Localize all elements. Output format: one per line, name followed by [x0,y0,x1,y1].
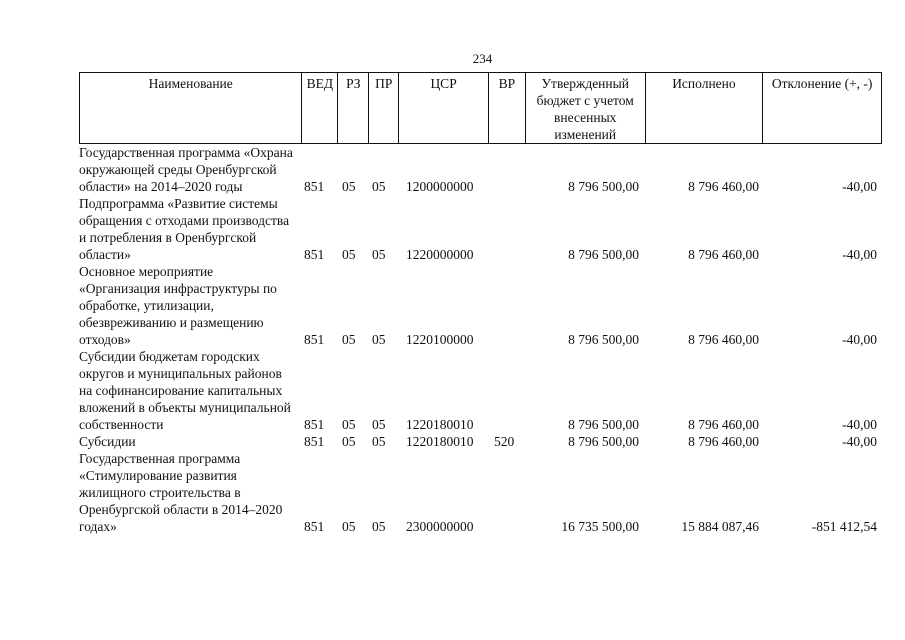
row-deviation: -40,00 [842,434,877,449]
row-vr: 520 [494,434,515,449]
row-pr: 05 [372,519,386,534]
header-done: Исполнено [645,73,763,143]
row-deviation: -851 412,54 [811,519,877,534]
row-pr: 05 [372,417,386,432]
row-rz: 05 [342,247,356,262]
row-name: Основное мероприятие «Организация инфраструктуры по обработке, утилизации, обезвреживанию и размещению отходов» [79,264,277,347]
row-budget: 8 796 500,00 [568,434,639,449]
row-budget: 16 735 500,00 [561,519,639,534]
row-done: 15 884 087,46 [681,519,759,534]
row-pr: 05 [372,332,386,347]
header-csr: ЦСР [398,73,488,143]
header-vr: ВР [488,73,525,143]
row-name: Государственная программа «Стимулирование развития жилищного строительства в Оренбургской области в 2014–2020 годах» [79,451,283,534]
table-row [79,450,882,535]
row-csr: 2300000000 [406,519,474,534]
row-deviation: -40,00 [842,332,877,347]
header-ved: ВЕД [301,73,337,143]
row-rz: 05 [342,332,356,347]
row-name: Субсидии бюджетам городских округов и муниципальных районов на софинансирование капитальных вложений в объекты муниципальной собственности [79,349,291,432]
row-budget: 8 796 500,00 [568,179,639,194]
row-rz: 05 [342,417,356,432]
row-rz: 05 [342,519,356,534]
table-row [79,433,882,450]
row-pr: 05 [372,179,386,194]
row-csr: 1200000000 [406,179,474,194]
row-budget: 8 796 500,00 [568,247,639,262]
page-number: 234 [472,51,493,66]
header-deviation: Отклонение (+, -) [762,73,881,143]
row-done: 8 796 460,00 [688,332,759,347]
row-csr: 1220180010 [406,434,474,449]
row-csr: 1220100000 [406,332,474,347]
row-done: 8 796 460,00 [688,179,759,194]
row-name: Субсидии [79,434,136,449]
budget-table [79,72,882,535]
row-ved: 851 [304,417,325,432]
row-ved: 851 [304,519,325,534]
row-ved: 851 [304,179,325,194]
row-ved: 851 [304,434,325,449]
table-row [79,195,882,263]
row-name: Подпрограмма «Развитие системы обращения с отходами производства и потребления в Оренбургской области» [79,196,290,262]
table-header [79,72,882,144]
row-deviation: -40,00 [842,247,877,262]
row-done: 8 796 460,00 [688,434,759,449]
row-ved: 851 [304,247,325,262]
row-name: Государственная программа «Охрана окружающей среды Оренбургской области» на 2014–2020 годы [79,145,293,194]
row-budget: 8 796 500,00 [568,332,639,347]
table-row [79,263,882,348]
row-rz: 05 [342,434,356,449]
row-rz: 05 [342,179,356,194]
table-row [79,348,882,433]
row-csr: 1220180010 [406,417,474,432]
row-pr: 05 [372,247,386,262]
header-pr: ПР [368,73,398,143]
row-deviation: -40,00 [842,417,877,432]
row-csr: 1220000000 [406,247,474,262]
header-name: Наименование [148,76,233,91]
table-row [79,144,882,195]
row-ved: 851 [304,332,325,347]
row-done: 8 796 460,00 [688,247,759,262]
row-deviation: -40,00 [842,179,877,194]
header-rz: РЗ [337,73,368,143]
header-budget: Утвержденный бюджет с учетом внесенных изменений [525,73,645,143]
row-pr: 05 [372,434,386,449]
row-budget: 8 796 500,00 [568,417,639,432]
row-done: 8 796 460,00 [688,417,759,432]
